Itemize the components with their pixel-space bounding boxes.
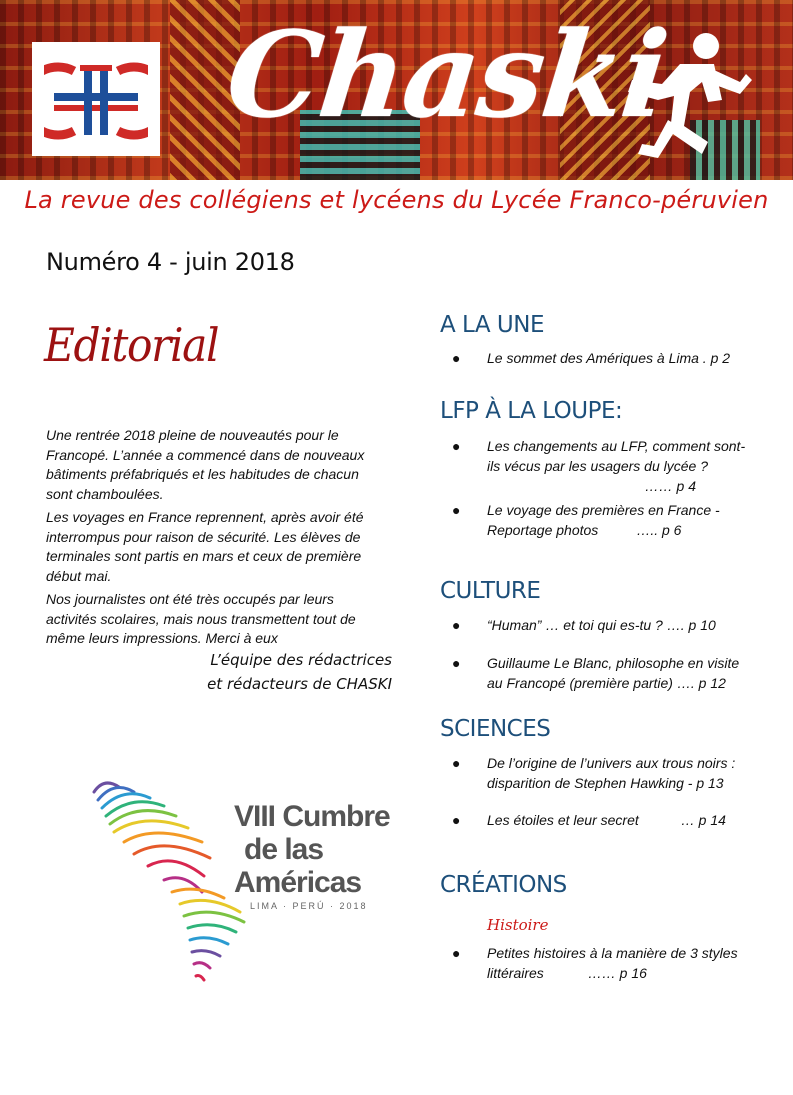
summit-line: VIII Cumbre — [234, 800, 390, 833]
editorial-paragraph: Nos journalistes ont été très occupés par leurs activités scolaires, mais nous transmettent tout de même leurs impressions. Merci à eux — [46, 591, 356, 646]
toc-item-page: … p 14 — [680, 812, 726, 828]
bullet-icon: ● — [452, 945, 461, 961]
bullet-icon: ● — [452, 502, 461, 518]
toc-heading-a-la-une: A LA UNE — [440, 312, 545, 338]
editorial-body — [46, 426, 386, 653]
toc-item[interactable] — [448, 943, 748, 983]
toc-item[interactable] — [448, 500, 748, 540]
header-banner — [0, 0, 793, 180]
toc-item[interactable] — [448, 653, 748, 693]
bullet-icon: ● — [452, 350, 461, 366]
issue-number: Numéro 4 - juin 2018 — [46, 248, 295, 276]
bullet-icon: ● — [452, 755, 461, 771]
masthead-title: Chaski — [220, 5, 673, 144]
toc-item-text: Petites histoires à la manière de 3 styles littéraires — [487, 945, 738, 981]
editorial-signature — [196, 648, 392, 696]
toc-item-text: Les étoiles et leur secret — [487, 812, 639, 828]
bullet-icon: ● — [452, 438, 461, 454]
editorial-paragraph: Une rentrée 2018 pleine de nouveautés pour le Francopé. L’année a commencé dans de nouveaux bâtiments préfabriqués et les habitudes de chacun sont chamboulées. — [46, 427, 365, 502]
toc-item-text: Le voyage des premières en France - Reportage photos — [487, 502, 720, 538]
toc-item-page: …… p 4 — [644, 478, 696, 494]
toc-subheading-histoire: Histoire — [487, 916, 549, 934]
toc-item-text: Guillaume Le Blanc, philosophe en visite au Francopé (première partie) …. p 12 — [487, 655, 740, 691]
toc-heading-sciences: SCIENCES — [440, 716, 551, 742]
editorial-paragraph: Les voyages en France reprennent, après avoir été interrompus pour raison de sécurité. Les élèves de terminales sont partis en mars et ceux de première début mai. — [46, 509, 364, 584]
signature-line: L’équipe des rédactrices — [210, 651, 392, 669]
toc-item-text: De l’origine de l’univers aux trous noirs : disparition de Stephen Hawking - p 13 — [487, 755, 736, 791]
magazine-subtitle: La revue des collégiens et lycéens du Lycée Franco-péruvien — [24, 186, 769, 214]
toc-item-text: Le sommet des Amériques à Lima . p 2 — [487, 350, 731, 366]
toc-heading-lfp-a-la-loupe: LFP À LA LOUPE: — [440, 398, 623, 424]
summit-line: Américas — [234, 866, 362, 899]
toc-item-text: Les changements au LFP, comment sont-ils vécus par les usagers du lycée ? — [487, 438, 746, 474]
toc-item[interactable] — [448, 810, 748, 830]
runner-icon — [618, 30, 758, 170]
signature-line: et rédacteurs de CHASKI — [207, 675, 392, 693]
toc-item-text: “Human” … et toi qui es-tu ? …. p 10 — [487, 617, 716, 633]
summit-line: de las — [244, 833, 324, 866]
toc-item[interactable] — [448, 753, 748, 793]
toc-item[interactable] — [448, 615, 748, 635]
summit-tagline: LIMA · PERÚ · 2018 — [250, 901, 368, 911]
toc-heading-creations: CRÉATIONS — [440, 872, 567, 898]
toc-item-page: …… p 16 — [587, 965, 647, 981]
bullet-icon: ● — [452, 655, 461, 671]
toc-item-page: ….. p 6 — [636, 522, 682, 538]
bullet-icon: ● — [452, 617, 461, 633]
summit-logo-text — [234, 800, 390, 899]
school-logo-icon — [44, 51, 148, 147]
bullet-icon: ● — [452, 812, 461, 828]
school-logo — [32, 42, 160, 156]
toc-item[interactable] — [448, 348, 748, 368]
toc-item[interactable] — [448, 436, 748, 496]
toc-heading-culture: CULTURE — [440, 578, 541, 604]
editorial-title: Editorial — [44, 318, 219, 372]
